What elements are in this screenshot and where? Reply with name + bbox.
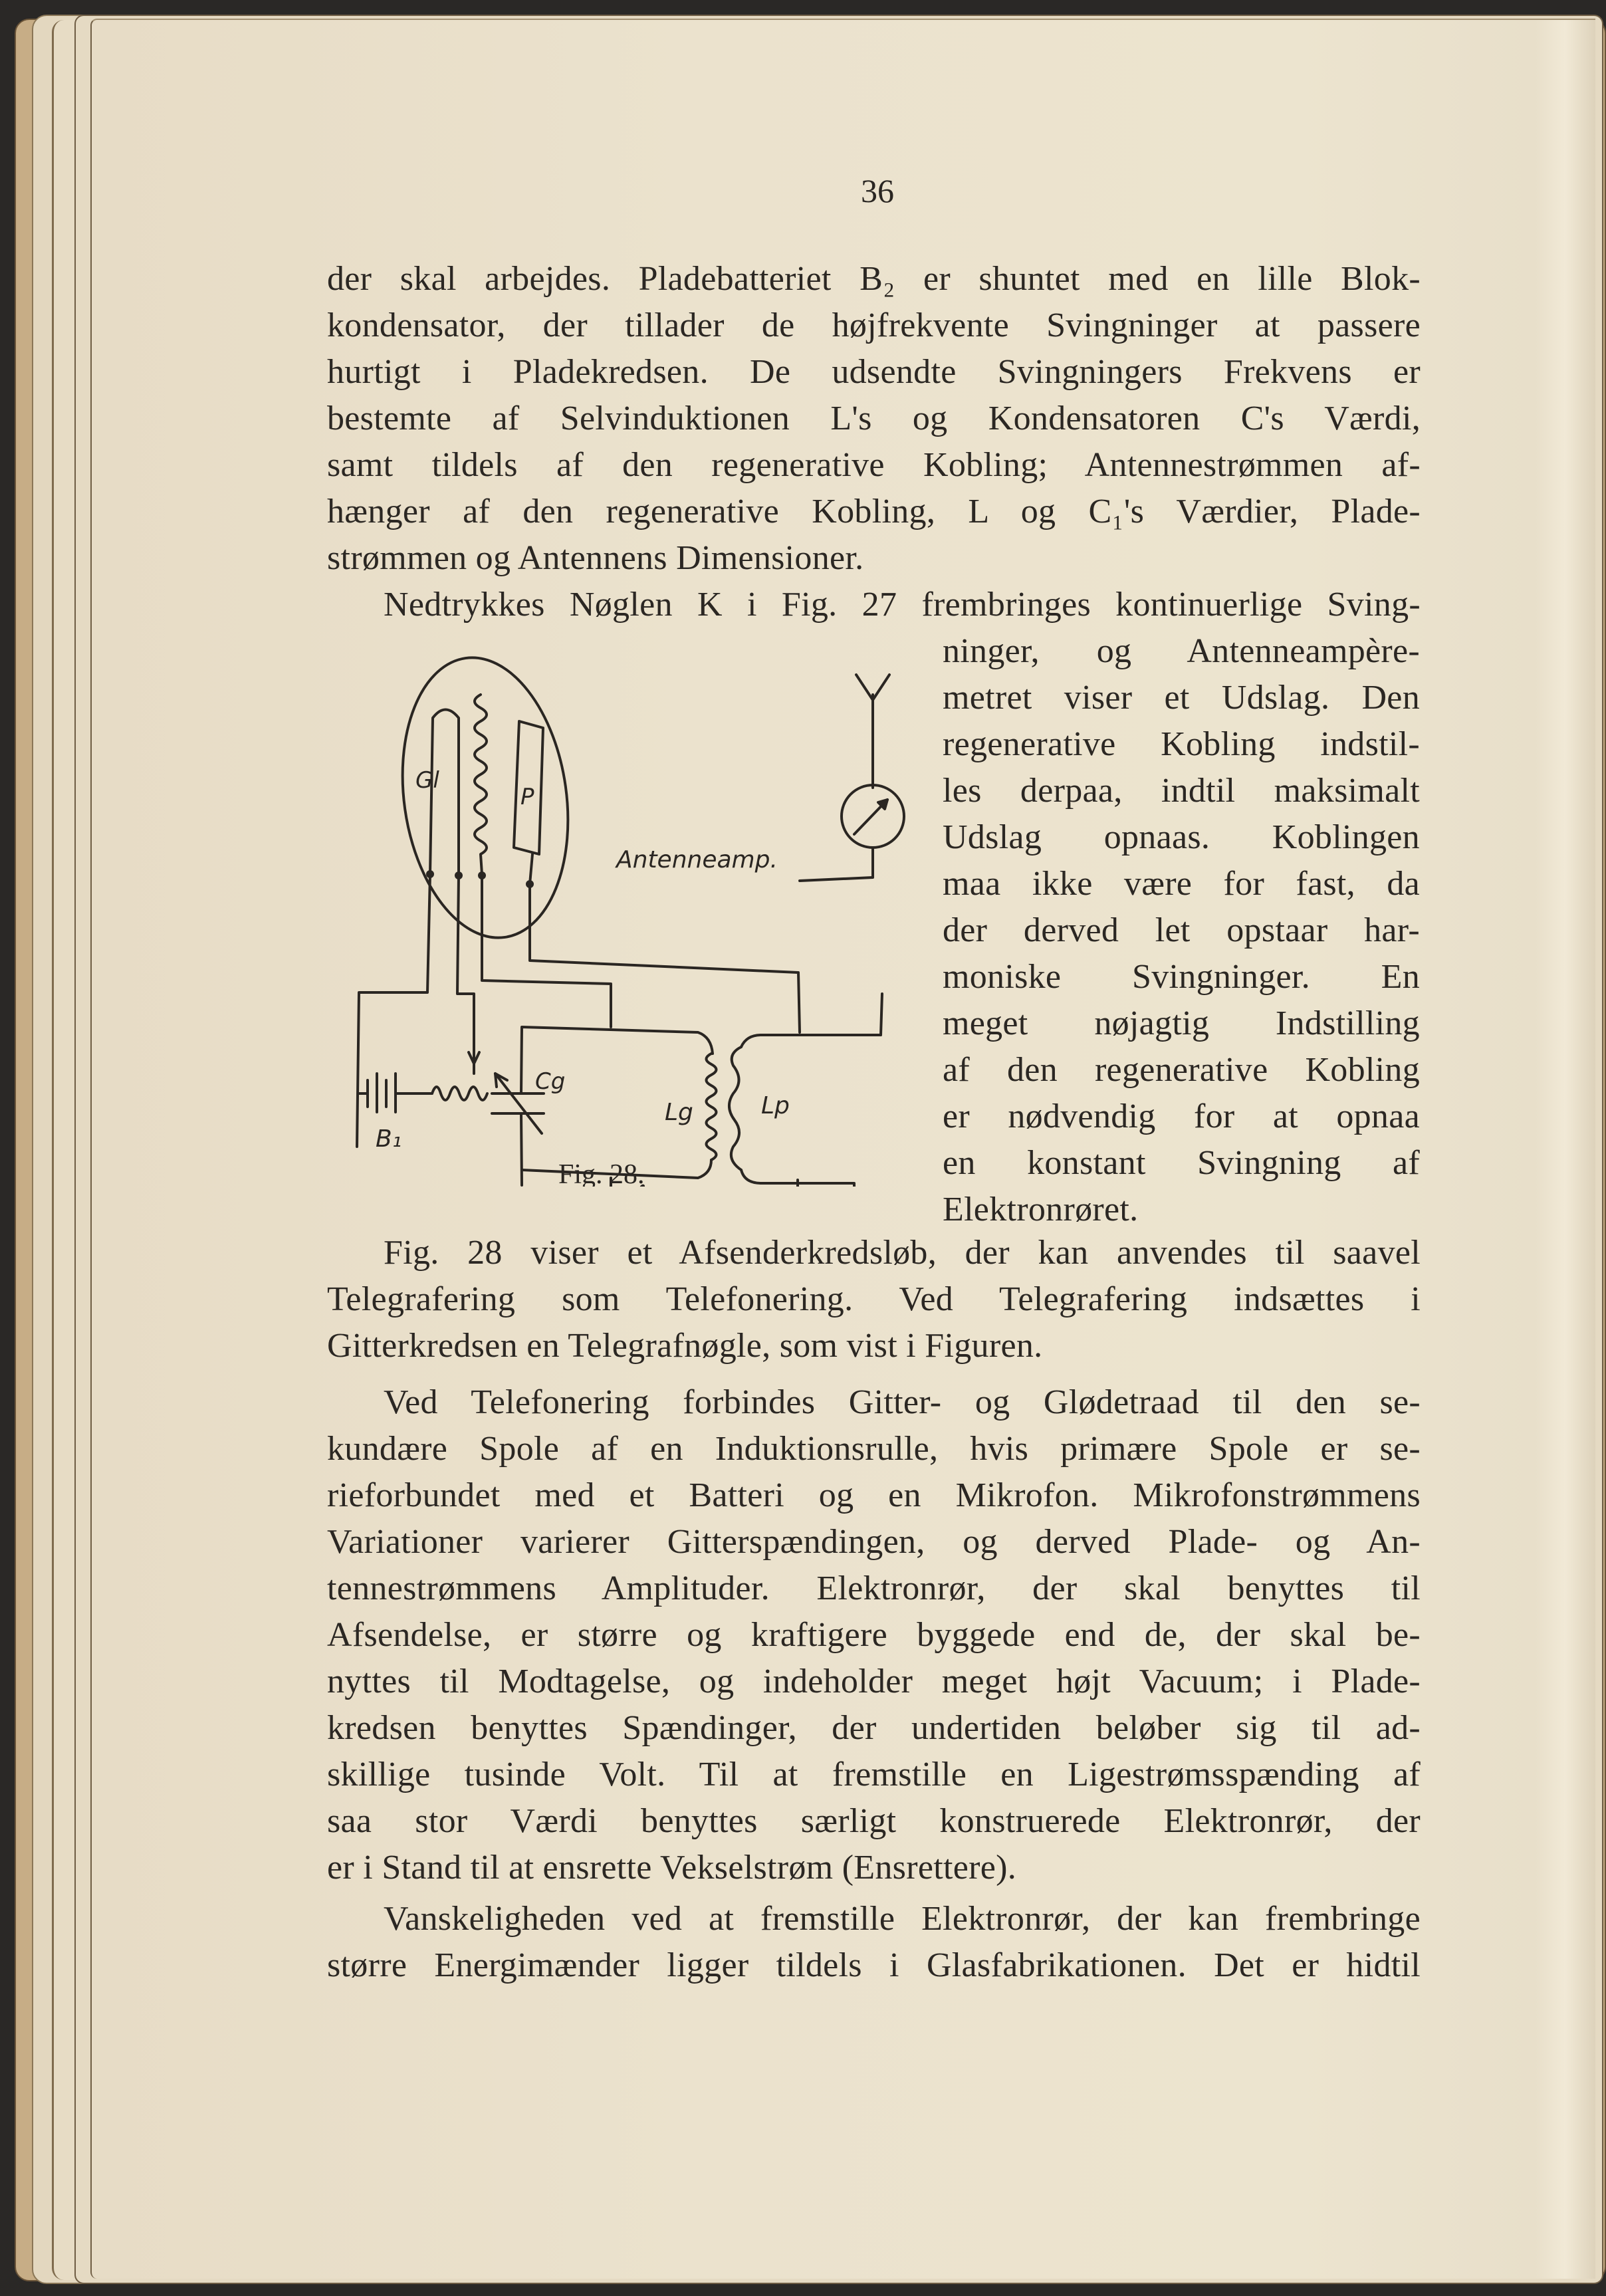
- text-line: rieforbundet med et Batteri og en Mikrofon. Mikrofonstrømmens: [327, 1476, 1421, 1514]
- text-line: Udslag opnaas. Koblingen: [943, 818, 1420, 856]
- text-line: hænger af den regenerative Kobling, L og C₁'s Værdier, Plade-: [327, 493, 1421, 530]
- text-line: samt tildels af den regenerative Kobling; Antennestrømmen af-: [327, 446, 1421, 484]
- label-battery: B₁: [376, 1125, 402, 1153]
- label-filament: Gl: [415, 767, 439, 794]
- text-line: større Energimænder ligger tildels i Glasfabrikationen. Det er hidtil: [327, 1946, 1421, 1984]
- text-line: Vanskeligheden ved at fremstille Elektronrør, der kan frembringe: [384, 1900, 1421, 1938]
- label-antenna-ammeter: Antenneamp.: [616, 846, 778, 873]
- wire: [741, 994, 882, 1047]
- text-line: ninger, og Antenneampère-: [943, 632, 1420, 670]
- text-line: er nødvendig for at opnaa: [943, 1097, 1420, 1135]
- text-line: af den regenerative Kobling: [943, 1051, 1420, 1089]
- label-plate-coil: Lp: [761, 1092, 790, 1119]
- antenna-icon: [856, 675, 889, 788]
- ammeter-icon: [800, 785, 904, 881]
- vacuum-tube-icon: [386, 655, 586, 949]
- text-line: kredsen benyttes Spændinger, der undertiden beløber sig til ad-: [327, 1709, 1421, 1747]
- text-line: Gitterkredsen en Telegrafnøgle, som vist i Figuren.: [327, 1327, 1043, 1365]
- text-line: tennestrømmens Amplituder. Elektronrør, der skal benyttes til: [327, 1569, 1421, 1607]
- text-line: Ved Telefonering forbindes Gitter- og Glødetraad til den se-: [384, 1383, 1421, 1421]
- text-line: Afsendelse, er større og kraftigere byggede end de, der skal be-: [327, 1616, 1421, 1654]
- wire: [482, 875, 611, 1027]
- text-line: kondensator, der tillader de højfrekvente Svingninger at passere: [327, 306, 1421, 344]
- text-line: meget nøjagtig Indstilling: [943, 1004, 1420, 1042]
- page-number: 36: [861, 172, 894, 209]
- text-line: en konstant Svingning af: [943, 1144, 1420, 1182]
- text-line: der derved let opstaar har-: [943, 911, 1420, 949]
- text-line: Nedtrykkes Nøglen K i Fig. 27 frembringes kontinuerlige Sving-: [384, 586, 1421, 624]
- text-line: Elektronrøret.: [943, 1191, 1139, 1228]
- text-line: les derpaa, indtil maksimalt: [943, 772, 1420, 810]
- text-line: regenerative Kobling indstil-: [943, 725, 1420, 763]
- text-line: kundære Spole af en Induktionsrulle, hvis primære Spole er se-: [327, 1430, 1421, 1468]
- label-plate: P: [520, 784, 534, 810]
- text-line: skillige tusinde Volt. Til at fremstille en Ligestrømsspænding af: [327, 1756, 1421, 1793]
- grid-coil-icon: [707, 1054, 717, 1160]
- figure-28-circuit-diagram: [329, 655, 927, 1187]
- text-line: moniske Svingninger. En: [943, 958, 1420, 996]
- grid-icon: [475, 695, 487, 874]
- label-grid-coil: Lg: [665, 1099, 693, 1126]
- text-line: bestemte af Selvinduktionen L's og Kondensatoren C's Værdi,: [327, 400, 1421, 437]
- text-line: metret viser et Udslag. Den: [943, 679, 1420, 717]
- text-line: strømmen og Antennens Dimensioner.: [327, 539, 864, 577]
- figure-caption: Fig. 28.: [558, 1159, 645, 1187]
- battery-icon: [359, 1074, 432, 1112]
- text-line: Variationer varierer Gitterspændingen, og derved Plade- og An-: [327, 1523, 1421, 1561]
- wire: [530, 884, 800, 1032]
- rheostat-icon: [432, 1087, 487, 1100]
- text-line: der skal arbejdes. Pladebatteriet B₂ er shuntet med en lille Blok-: [327, 260, 1421, 298]
- label-grid-capacitor: Cg: [535, 1068, 566, 1095]
- text-line: Fig. 28 viser et Afsenderkredsløb, der kan anvendes til saavel: [384, 1234, 1421, 1272]
- plate-coil-icon: [729, 1047, 741, 1170]
- text-line: hurtigt i Pladekredsen. De udsendte Svingningers Frekvens er: [327, 353, 1421, 391]
- text-line: saa stor Værdi benyttes særligt konstruerede Elektronrør, der: [327, 1802, 1421, 1840]
- text-line: Telegrafering som Telefonering. Ved Telegrafering indsættes i: [327, 1280, 1421, 1318]
- text-line: er i Stand til at ensrette Vekselstrøm (Ensrettere).: [327, 1849, 1016, 1887]
- text-line: maa ikke være for fast, da: [943, 865, 1420, 903]
- wire: [457, 875, 474, 1074]
- text-line: nyttes til Modtagelse, og indeholder meget højt Vacuum; i Plade-: [327, 1663, 1421, 1700]
